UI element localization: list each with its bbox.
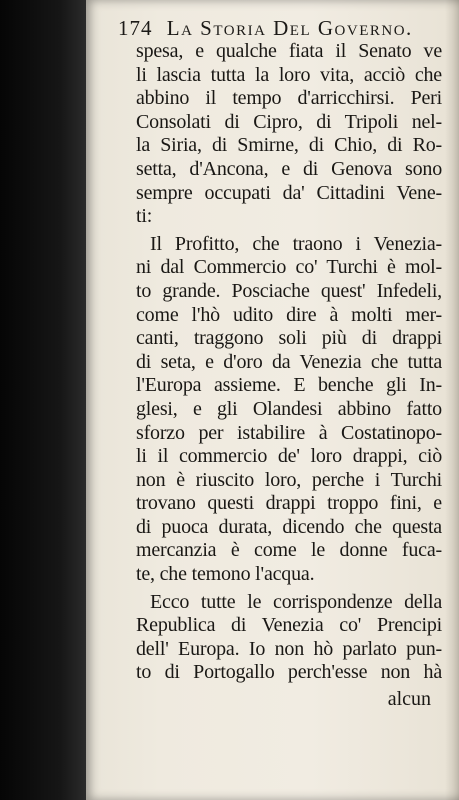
catchword: alcun xyxy=(387,688,431,710)
text-line: te, che temono l'acqua. xyxy=(136,563,315,586)
text-line: sforzo per istabilire à Costatinopo- xyxy=(136,421,442,444)
text-line: di puoca durata, dicendo che questa xyxy=(136,515,442,538)
text-line: li lascia tutta la loro vita, acciò che xyxy=(136,63,442,86)
text-line: ti: xyxy=(136,205,153,228)
text-line: setta, d'Ancona, e di Genova sono xyxy=(136,157,442,180)
text-line: ni dal Commercio co' Turchi è mol- xyxy=(136,256,442,279)
text-line: trovano questi drappi troppo fini, e xyxy=(136,492,442,515)
body-text xyxy=(136,40,442,685)
page-edge-shadow xyxy=(445,0,459,800)
text-line: Il Profitto, che traono i Venezia- xyxy=(150,232,442,255)
running-title: La Storia Del Governo. xyxy=(166,16,413,40)
page-number: 174 xyxy=(118,16,153,40)
text-line: non è riuscito loro, perche i Turchi xyxy=(136,468,442,491)
text-line: to di Portogallo perch'esse non hà xyxy=(136,661,442,684)
text-line: glesi, e gli Olandesi abbino fatto xyxy=(136,397,442,420)
book-gutter xyxy=(0,0,86,800)
text-line: l'Europa assieme. E benche gli In- xyxy=(136,374,442,397)
text-line: dell' Europa. Io non hò parlato pun- xyxy=(136,637,442,660)
text-line: Ecco tutte le corrispondenze della xyxy=(150,590,442,613)
text-line: to grande. Posciache quest' Infedeli, xyxy=(136,279,442,302)
text-line: Republica di Venezia co' Prencipi xyxy=(136,614,442,637)
text-line: mercanzia è come le donne fuca- xyxy=(136,539,442,562)
text-line: canti, traggono soli più di drappi xyxy=(136,327,442,350)
text-line: spesa, e qualche fiata il Senato ve xyxy=(136,40,442,62)
text-line: di seta, e d'oro da Venezia che tutta xyxy=(136,350,442,373)
text-line: sempre occupati da' Cittadini Vene- xyxy=(136,181,442,204)
text-line: la Siria, di Smirne, di Chio, di Ro- xyxy=(136,134,442,157)
text-line: Consolati di Cipro, di Tripoli nel- xyxy=(136,110,442,133)
text-line: abbino il tempo d'arricchirsi. Peri xyxy=(136,87,442,110)
text-line: come l'hò udito dire à molti mer- xyxy=(136,303,442,326)
text-line: li il commercio de' loro drappi, ciò xyxy=(136,445,442,468)
